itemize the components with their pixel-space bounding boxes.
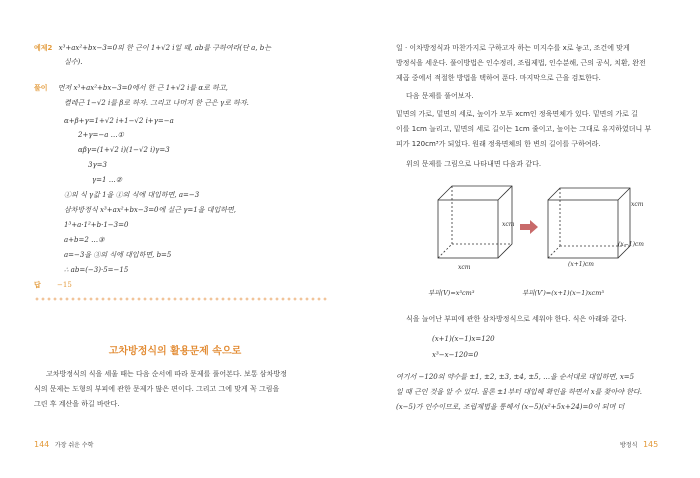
step-substitute-a: ①의 식 γ값 1을 ①의 식에 대입하면, a=−3: [64, 191, 200, 199]
solution-line2: 켤레근 1−√2 i를 β로 하자. 그리고 나머지 한 근은 γ로 하자.: [64, 99, 249, 107]
problem-line1: 밑면의 가로, 밑면의 세로, 높이가 모두 xcm인 정육면체가 있다. 밑면의 가로 길: [396, 110, 638, 118]
para-line1: 일 · 이차방정식과 마찬가지로 구하고자 하는 미지수를 x로 놓고, 조건에 맞게: [396, 44, 630, 52]
equation-product: αβγ=(1+√2 i)(1−√2 i)γ=3: [78, 146, 170, 154]
equation-cubic: x³−x−120=0: [432, 351, 479, 359]
dotted-divider: [34, 296, 328, 302]
equation-3: a+b=2 …③: [64, 236, 105, 244]
right-footer: [620, 440, 658, 449]
equation-ab: ∴ ab=(−3)·5=−15: [64, 266, 129, 274]
original-cube: [438, 186, 512, 258]
cube1-bottom-label: xcm: [458, 264, 471, 271]
equation-volume: (x+1)(x−1)x=120: [432, 335, 495, 343]
solution-line1: 풀이 먼저 x³+ax²+bx−3=0에서 한 근 1+√2 i를 α로 하고,: [34, 84, 228, 92]
volume-caption-2: 부피(V′)=(x+1)(x−1)xcm³: [522, 289, 604, 297]
equation-intro: 식을 늘어난 부피에 관한 삼차방정식으로 세워야 한다. 식은 아래와 같다.: [406, 315, 627, 323]
example-problem-line1: 예제2 x³+ax²+bx−3=0의 한 근이 1+√2 i일 때, ab를 구하여라(단 a, b는: [34, 44, 272, 52]
equation-sum: α+β+γ=1+√2 i+1−√2 i+γ=−a: [64, 117, 174, 125]
equation-substituted: 1³+a·1²+b·1−3=0: [64, 221, 129, 229]
equation-3gamma: 3γ=3: [88, 161, 107, 169]
example-problem-line2: 실수).: [64, 58, 83, 66]
page-number: 145: [642, 440, 659, 449]
equation-2: γ=1 …②: [92, 176, 123, 184]
cube-figure: [430, 178, 650, 278]
chapter-title: 방정식: [620, 442, 638, 449]
root-line3: (x−5)가 인수이므로, 조립제법을 통해서 (x−5)(x²+5x+24)=0이 되며 더: [396, 403, 625, 411]
para-line3: 제곱 중에서 적절한 방법을 택하여 푼다. 마지막으로 근을 검토한다.: [396, 74, 601, 82]
answer-line: [34, 281, 72, 290]
right-page: [350, 0, 700, 478]
root-line2: 일 때 근인 것을 알 수 있다. 물론 ±1부터 대입해 확인을 하면서 x를 찾아야 한다.: [396, 388, 642, 396]
cube1-edge-label: xcm: [502, 221, 515, 228]
volume-caption-1: 부피(V)=x³cm³: [428, 289, 475, 297]
solution-label: 풀이: [34, 84, 48, 92]
equation-1: 2+γ=−a …①: [78, 131, 124, 139]
problem-line2: 이를 1cm 늘리고, 밑면의 세로 길이는 1cm 줄이고, 높이는 그대로 유지하였더니 부: [396, 125, 652, 133]
cube2-depth-label: (x−1)cm: [618, 241, 644, 248]
body-line1: 고차방정식의 식을 세울 때는 다음 순서에 따라 문제를 풀어본다. 보통 삼차방정: [46, 370, 287, 378]
step-substitute-b: a=−3을 ③의 식에 대입하면, b=5: [64, 251, 172, 259]
root-line1: 여기서 −120의 약수를 ±1, ±2, ±3, ±4, ±5, …을 순서대로 대입하면, x=5: [396, 373, 635, 381]
figure-intro: 위의 문제를 그림으로 나타내면 다음과 같다.: [406, 160, 542, 168]
para-line2: 방정식을 세운다. 풀이방법은 인수정리, 조립제법, 인수분해, 근의 공식, 치환, 완전: [396, 59, 646, 67]
body-line3: 그린 후 계산을 하길 바란다.: [34, 400, 120, 408]
problem-line3: 피가 120cm³가 되었다. 원래 정육면체의 한 변의 길이를 구하여라.: [396, 140, 601, 148]
para-line4: 다음 문제를 풀어보자.: [406, 92, 474, 100]
arrow-icon: [520, 220, 538, 234]
answer-value: −15: [57, 281, 72, 289]
page-number: 144: [34, 440, 50, 449]
body-line2: 식의 문제는 도형의 부피에 관한 문제가 많은 편이다. 그리고 그에 맞게 꼭 그림을: [34, 385, 280, 393]
step-real-root: 삼차방정식 x³+ax²+bx−3=0에 실근 γ=1을 대입하면,: [64, 206, 237, 214]
section-title: 고차방정식의 활용문제 속으로: [108, 346, 242, 357]
cube2-height-label: xcm: [631, 201, 644, 208]
left-footer: [34, 440, 93, 449]
answer-label: 답: [34, 281, 41, 289]
example-label: 예제2: [34, 44, 53, 52]
cube2-width-label: (x+1)cm: [568, 261, 594, 268]
book-title: 가장 쉬운 수학: [54, 442, 94, 449]
